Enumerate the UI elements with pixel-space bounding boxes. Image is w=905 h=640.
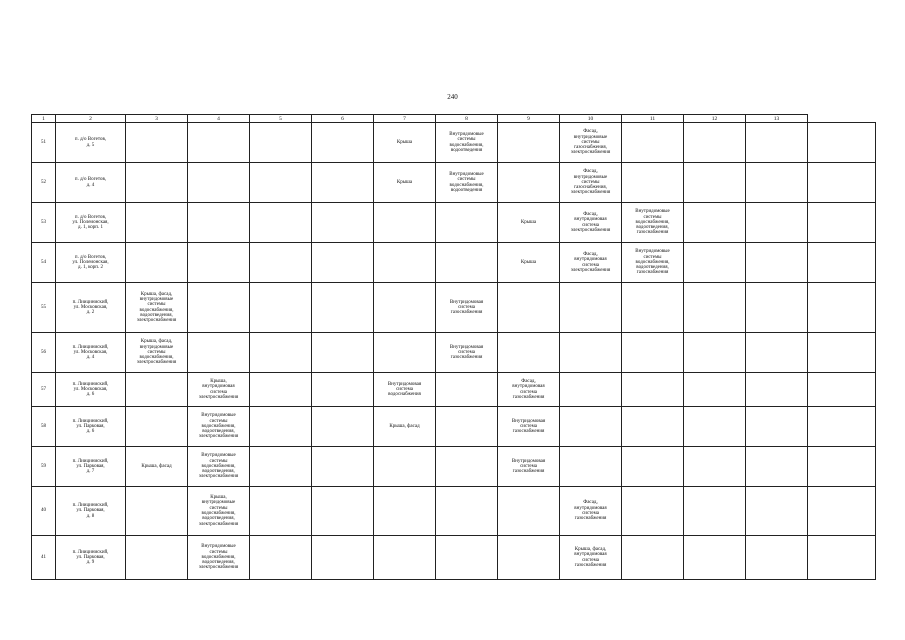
table-row [32, 283, 876, 333]
column-header: 10 [560, 115, 622, 123]
work-cell [312, 203, 374, 243]
work-cell [622, 163, 684, 203]
work-cell [622, 487, 684, 536]
work-cell [188, 123, 250, 163]
work-cell [312, 447, 374, 487]
work-cell [622, 333, 684, 373]
work-cell [498, 487, 560, 536]
column-header: 1 [32, 115, 56, 123]
work-cell [436, 243, 498, 283]
work-cell [684, 283, 746, 333]
work-cell [436, 373, 498, 407]
work-cell [126, 536, 188, 580]
work-cell: Фасад, внутридомовые системы газоснабжения, электроснабжения [560, 163, 622, 203]
work-cell [622, 373, 684, 407]
work-cell [746, 536, 808, 580]
work-cell [622, 123, 684, 163]
work-cell: Фасад, внутридомовая система электроснабжения [560, 243, 622, 283]
work-cell: Внутридомовая система газоснабжения [436, 333, 498, 373]
work-cell: Крыша [374, 123, 436, 163]
work-cell [808, 243, 876, 283]
work-cell [436, 407, 498, 447]
address-cell: п. д/о Вогетов, д. 5 [56, 123, 126, 163]
column-header: 11 [622, 115, 684, 123]
row-number-cell: 54 [32, 243, 56, 283]
work-cell: Внутридомовые системы водоснабжения, водоотведения, электроснабжения [188, 447, 250, 487]
work-cell [498, 163, 560, 203]
column-header: 2 [56, 115, 126, 123]
work-cell [622, 536, 684, 580]
work-cell [684, 536, 746, 580]
table-row [32, 487, 876, 536]
work-cell [560, 407, 622, 447]
work-cell [746, 333, 808, 373]
row-number-cell: 41 [32, 536, 56, 580]
work-cell: Внутридомовые системы водоснабжения, водоотведения, электроснабжения [188, 536, 250, 580]
work-cell [498, 123, 560, 163]
work-cell [312, 123, 374, 163]
work-cell [126, 203, 188, 243]
work-cell: Крыша [498, 243, 560, 283]
work-cell [188, 243, 250, 283]
work-cell [312, 283, 374, 333]
work-cell: Крыша, фасад [374, 407, 436, 447]
work-cell [250, 373, 312, 407]
work-cell [188, 203, 250, 243]
work-cell [126, 373, 188, 407]
work-cell [436, 447, 498, 487]
column-header: 12 [684, 115, 746, 123]
repair-schedule-table [31, 114, 876, 580]
work-cell [250, 243, 312, 283]
work-cell: Внутридомовая система водоснабжения [374, 373, 436, 407]
work-cell [436, 487, 498, 536]
work-cell [560, 447, 622, 487]
work-cell [312, 407, 374, 447]
page-number: 240 [447, 93, 458, 101]
work-cell [808, 123, 876, 163]
work-cell [684, 333, 746, 373]
work-cell [374, 487, 436, 536]
work-cell [746, 283, 808, 333]
work-cell [808, 447, 876, 487]
work-cell [746, 487, 808, 536]
work-cell [250, 163, 312, 203]
work-cell: Внутридомовые системы водоснабжения, водоотведения, электроснабжения [188, 407, 250, 447]
work-cell: Фасад, внутридомовая система газоснабжения [498, 373, 560, 407]
address-cell: п. Лиициниский, ул. Парковая, д. 9 [56, 536, 126, 580]
work-cell: Фасад, внутридомовые системы газоснабжения, электроснабжения [560, 123, 622, 163]
work-cell: Крыша [498, 203, 560, 243]
work-cell: Крыша, фасад, внутридомовая система газоснабжения [560, 536, 622, 580]
work-cell [126, 407, 188, 447]
work-cell [188, 163, 250, 203]
table-row [32, 163, 876, 203]
work-cell [436, 203, 498, 243]
work-cell [188, 283, 250, 333]
work-cell: Крыша, внутридомовая система электроснабжения [188, 373, 250, 407]
work-cell [808, 407, 876, 447]
column-header: 6 [312, 115, 374, 123]
work-cell [126, 123, 188, 163]
table-row [32, 536, 876, 580]
work-cell: Крыша [374, 163, 436, 203]
work-cell [312, 163, 374, 203]
work-cell [684, 203, 746, 243]
work-cell [808, 487, 876, 536]
work-cell [374, 536, 436, 580]
work-cell [312, 487, 374, 536]
work-cell [312, 536, 374, 580]
work-cell [312, 243, 374, 283]
work-cell [250, 447, 312, 487]
work-cell [622, 283, 684, 333]
work-cell [250, 333, 312, 373]
work-cell [250, 487, 312, 536]
work-cell [312, 373, 374, 407]
row-number-cell: 40 [32, 487, 56, 536]
work-cell [126, 163, 188, 203]
address-cell: п. д/о Вогетов, ул. Полеионская, д. 1, корп. 2 [56, 243, 126, 283]
column-header: 5 [250, 115, 312, 123]
work-cell: Внутридомовая система газоснабжения [498, 407, 560, 447]
work-cell [808, 203, 876, 243]
work-cell [684, 163, 746, 203]
table-row [32, 447, 876, 487]
work-cell [746, 123, 808, 163]
work-cell [746, 243, 808, 283]
work-cell: Внутридомовые системы водоснабжения, водоотведения [436, 163, 498, 203]
column-header: 8 [436, 115, 498, 123]
work-cell [622, 447, 684, 487]
work-cell [126, 487, 188, 536]
row-number-cell: 52 [32, 163, 56, 203]
work-cell [436, 536, 498, 580]
work-cell [808, 163, 876, 203]
row-number-cell: 51 [32, 123, 56, 163]
work-cell [684, 243, 746, 283]
work-cell [684, 407, 746, 447]
work-cell [808, 373, 876, 407]
table-row [32, 123, 876, 163]
column-header: 13 [746, 115, 808, 123]
address-cell: п. Лиициниский, ул. Московская, д. 2 [56, 283, 126, 333]
work-cell [746, 447, 808, 487]
work-cell [560, 333, 622, 373]
row-number-cell: 53 [32, 203, 56, 243]
work-cell [746, 203, 808, 243]
row-number-cell: 58 [32, 407, 56, 447]
work-cell [498, 283, 560, 333]
column-header: 9 [498, 115, 560, 123]
work-cell [684, 447, 746, 487]
work-cell [312, 333, 374, 373]
work-cell [374, 283, 436, 333]
work-cell [560, 373, 622, 407]
work-cell [746, 373, 808, 407]
work-cell [250, 407, 312, 447]
work-cell [374, 447, 436, 487]
work-cell [374, 243, 436, 283]
row-number-cell: 57 [32, 373, 56, 407]
work-cell [250, 283, 312, 333]
work-cell [250, 203, 312, 243]
work-cell: Внутридомовые системы водоснабжения, водоотведения, газоснабжения [622, 203, 684, 243]
work-cell: Внутридомовые системы водоснабжения, водоотведения [436, 123, 498, 163]
work-cell [808, 283, 876, 333]
table-row [32, 333, 876, 373]
work-cell [374, 203, 436, 243]
work-cell: Крыша, фасад, внутридомовые системы водоснабжения, водоотведения, электроснабжения [126, 283, 188, 333]
work-cell [622, 407, 684, 447]
work-cell [498, 536, 560, 580]
address-cell: п. Лиициниский, ул. Московская, д. 6 [56, 373, 126, 407]
work-cell: Крыша, фасад [126, 447, 188, 487]
table-row [32, 407, 876, 447]
column-header: 7 [374, 115, 436, 123]
work-cell [684, 123, 746, 163]
work-cell: Фасад, внутридомовая система газоснабжения [560, 487, 622, 536]
row-number-cell: 59 [32, 447, 56, 487]
column-header: 4 [188, 115, 250, 123]
address-cell: п. Лиициниский, ул. Парковая, д. 6 [56, 407, 126, 447]
work-cell [188, 333, 250, 373]
work-cell: Крыша, фасад, внутридомовые системы водоснабжения, электроснабжения [126, 333, 188, 373]
address-cell: п. д/о Вогетов, ул. Полеионская, д. 1, корп. 1 [56, 203, 126, 243]
work-cell [746, 407, 808, 447]
work-cell [250, 536, 312, 580]
work-cell [684, 373, 746, 407]
work-cell: Крыша, внутридомовые системы водоснабжения, водоотведения, электроснабжения [188, 487, 250, 536]
table-row [32, 203, 876, 243]
address-cell: п. Лиициниский, ул. Парковая, д. 8 [56, 487, 126, 536]
row-number-cell: 56 [32, 333, 56, 373]
work-cell [560, 283, 622, 333]
work-cell [250, 123, 312, 163]
row-number-cell: 55 [32, 283, 56, 333]
address-cell: п. Лиициниский, ул. Парковая, д. 7 [56, 447, 126, 487]
work-cell: Внутридомовая система газоснабжения [498, 447, 560, 487]
work-cell [498, 333, 560, 373]
work-cell [126, 243, 188, 283]
work-cell: Внутридомовая система газоснабжения [436, 283, 498, 333]
address-cell: п. Лиициниский, ул. Московская, д. 4 [56, 333, 126, 373]
work-cell: Фасад, внутридомовая система электроснабжения [560, 203, 622, 243]
address-cell: п. д/о Вогетов, д. 4 [56, 163, 126, 203]
work-cell [374, 333, 436, 373]
column-header: 3 [126, 115, 188, 123]
work-cell: Внутридомовые системы водоснабжения, водоотведения, газоснабжения [622, 243, 684, 283]
table-row [32, 243, 876, 283]
work-cell [808, 333, 876, 373]
work-cell [746, 163, 808, 203]
header-row [32, 115, 876, 123]
work-cell [684, 487, 746, 536]
table-row [32, 373, 876, 407]
work-cell [808, 536, 876, 580]
